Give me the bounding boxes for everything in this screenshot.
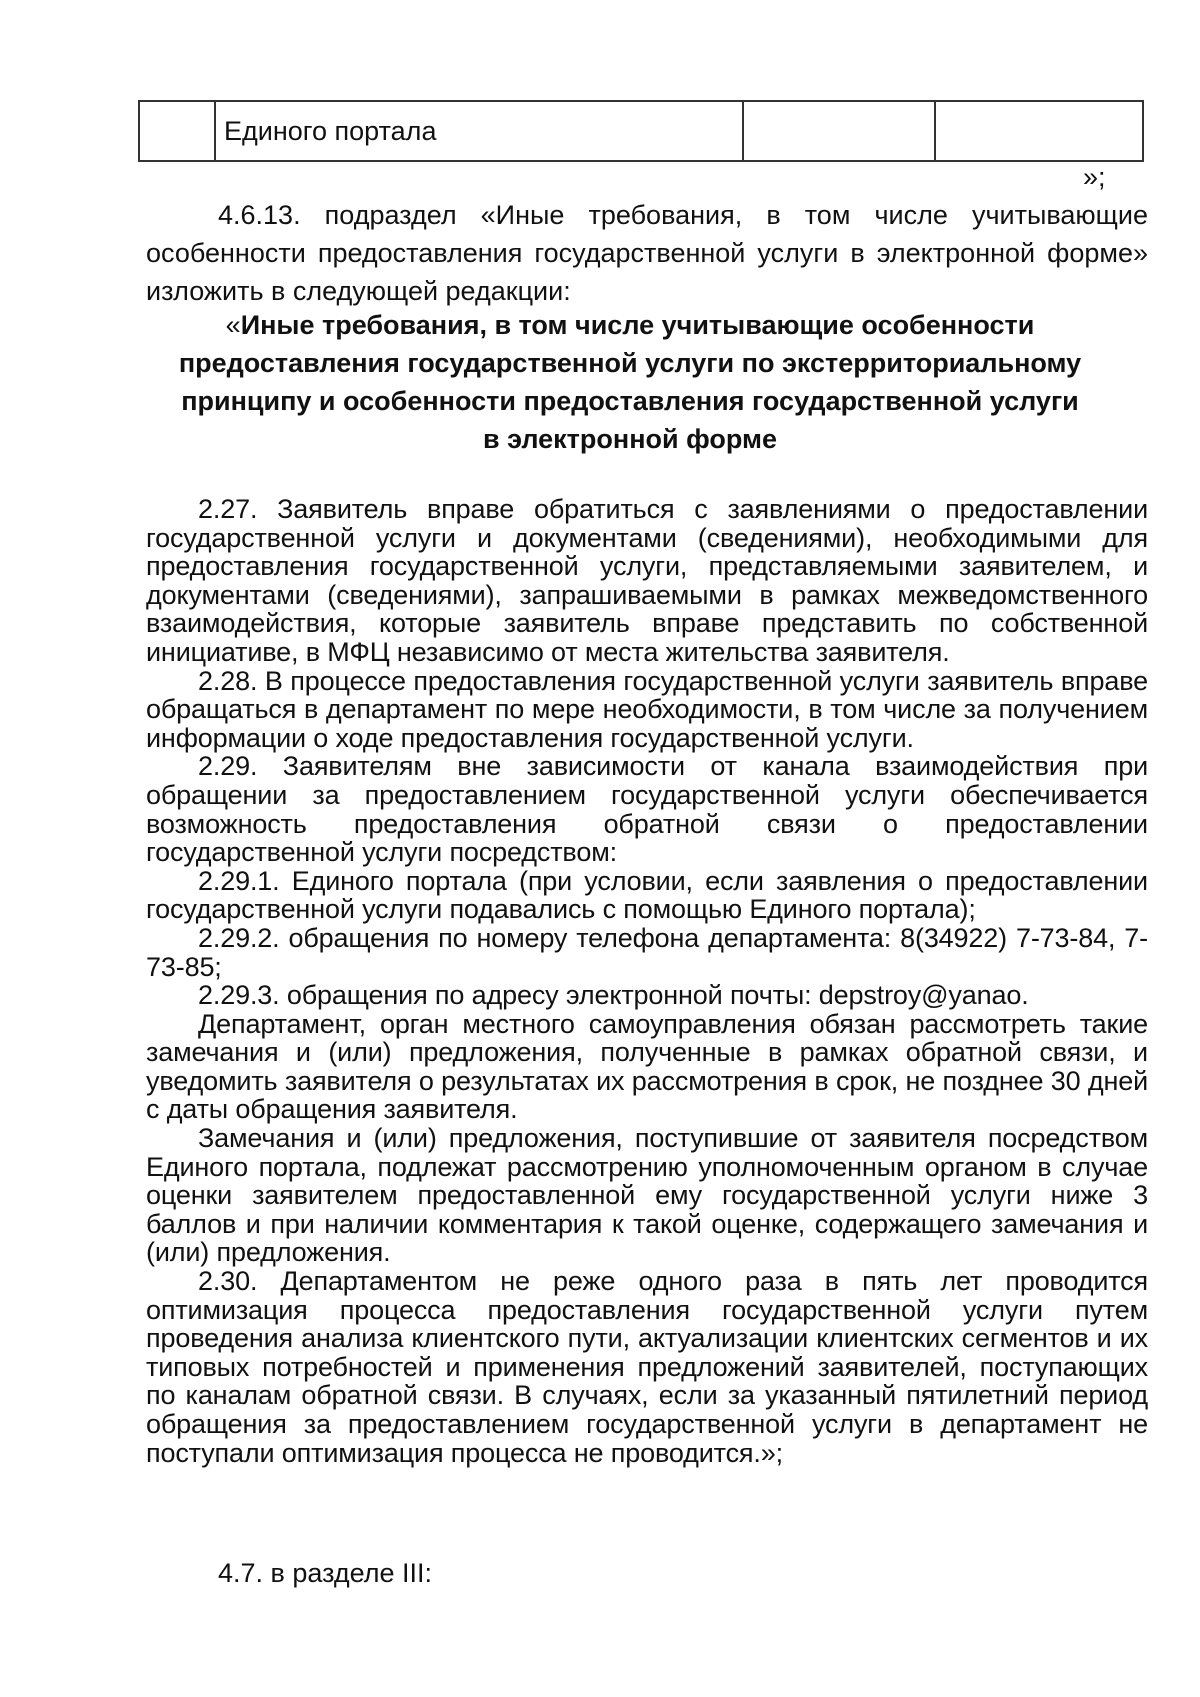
closing-line: 4.7. в разделе III: xyxy=(218,1558,433,1588)
paragraph-2-30: 2.30. Департаментом не реже одного раза в пять лет проводится оптимизация процесса предоставления государственной услуги путем проведения анализа клиентского пути, актуализации клиентских сегментов и их типовых потребностей и применения предложений заявителей, поступающих по каналам обратной связи. В случаях, если за указанный пятилетний период обращения за предоставлением государственной услуги в департамент не поступали оптимизация процесса не проводится.»; xyxy=(146,1266,1148,1468)
table-fragment xyxy=(138,100,1144,162)
paragraph-department-obligation: Департамент, орган местного самоуправления обязан рассмотреть такие замечания и (или) предложения, полученные в рамках обратной связи, и уведомить заявителя о результатах их рассмотрения в срок, не позднее 30 дней с даты обращения заявителя. xyxy=(146,1008,1148,1125)
document-body xyxy=(146,495,1148,1467)
paragraph-2-29: 2.29. Заявителям вне зависимости от канала взаимодействия при обращении за предоставлением государственной услуги обеспечивается возможность предоставления обратной связи о предоставлении государственной услуги посредством: xyxy=(146,751,1148,868)
table-cell-number xyxy=(139,101,215,161)
table-cell-channel: Единого портала xyxy=(215,101,743,161)
table-cell-empty xyxy=(743,101,935,161)
paragraph-2-29-1: 2.29.1. Единого портала (при условии, если заявления о предоставлении государственной услуги подавались с помощью Единого портала); xyxy=(146,865,1148,925)
section-title xyxy=(130,306,1130,458)
paragraph-2-28: 2.28. В процессе предоставления государственной услуги заявитель вправе обращаться в департамент по мере необходимости, в том числе за получением информации о ходе предоставления государственной услуги. xyxy=(146,665,1148,753)
intro-paragraph: 4.6.13. подраздел «Иные требования, в том числе учитывающие особенности предоставления государственной услуги в электронной форме» изложить в следующей редакции: xyxy=(146,200,1148,306)
section-title-line: предоставления государственной услуги по экстерриториальному xyxy=(178,348,1082,378)
paragraph-2-29-3: 2.29.3. обращения по адресу электронной почты: depstroy@yanao. xyxy=(198,980,1029,1011)
paragraph-2-27: 2.27. Заявитель вправе обратиться с заявлениями о предоставлении государственной услуги и документами (сведениями), необходимыми для предоставления государственной услуги, представляемыми заявителем, и документами (сведениями), запрашиваемыми в рамках межведомственного взаимодействия, которые заявитель вправе представить по собственной инициативе, в МФЦ независимо от места жительства заявителя. xyxy=(146,494,1148,667)
table-row xyxy=(139,101,1143,161)
paragraph-remarks: Замечания и (или) предложения, поступившие от заявителя посредством Единого портала, подлежат рассмотрению уполномоченным органом в случае оценки заявителем предоставленной ему государственной услуги ниже 3 баллов и при наличии комментария к такой оценке, содержащего замечания и (или) предложения. xyxy=(146,1123,1148,1268)
table-closing-mark: »; xyxy=(1083,162,1106,192)
section-title-line: «Иные требования, в том числе учитывающие особенности xyxy=(225,310,1035,340)
section-title-line: в электронной форме xyxy=(483,424,777,454)
section-title-line: принципу и особенности предоставления государственной услуги xyxy=(181,386,1079,416)
table-cell-empty xyxy=(935,101,1143,161)
open-quote: « xyxy=(225,310,241,340)
paragraph-2-29-2: 2.29.2. обращения по номеру телефона департамента: 8(34922) 7-73-84, 7-73-85; xyxy=(146,922,1148,982)
